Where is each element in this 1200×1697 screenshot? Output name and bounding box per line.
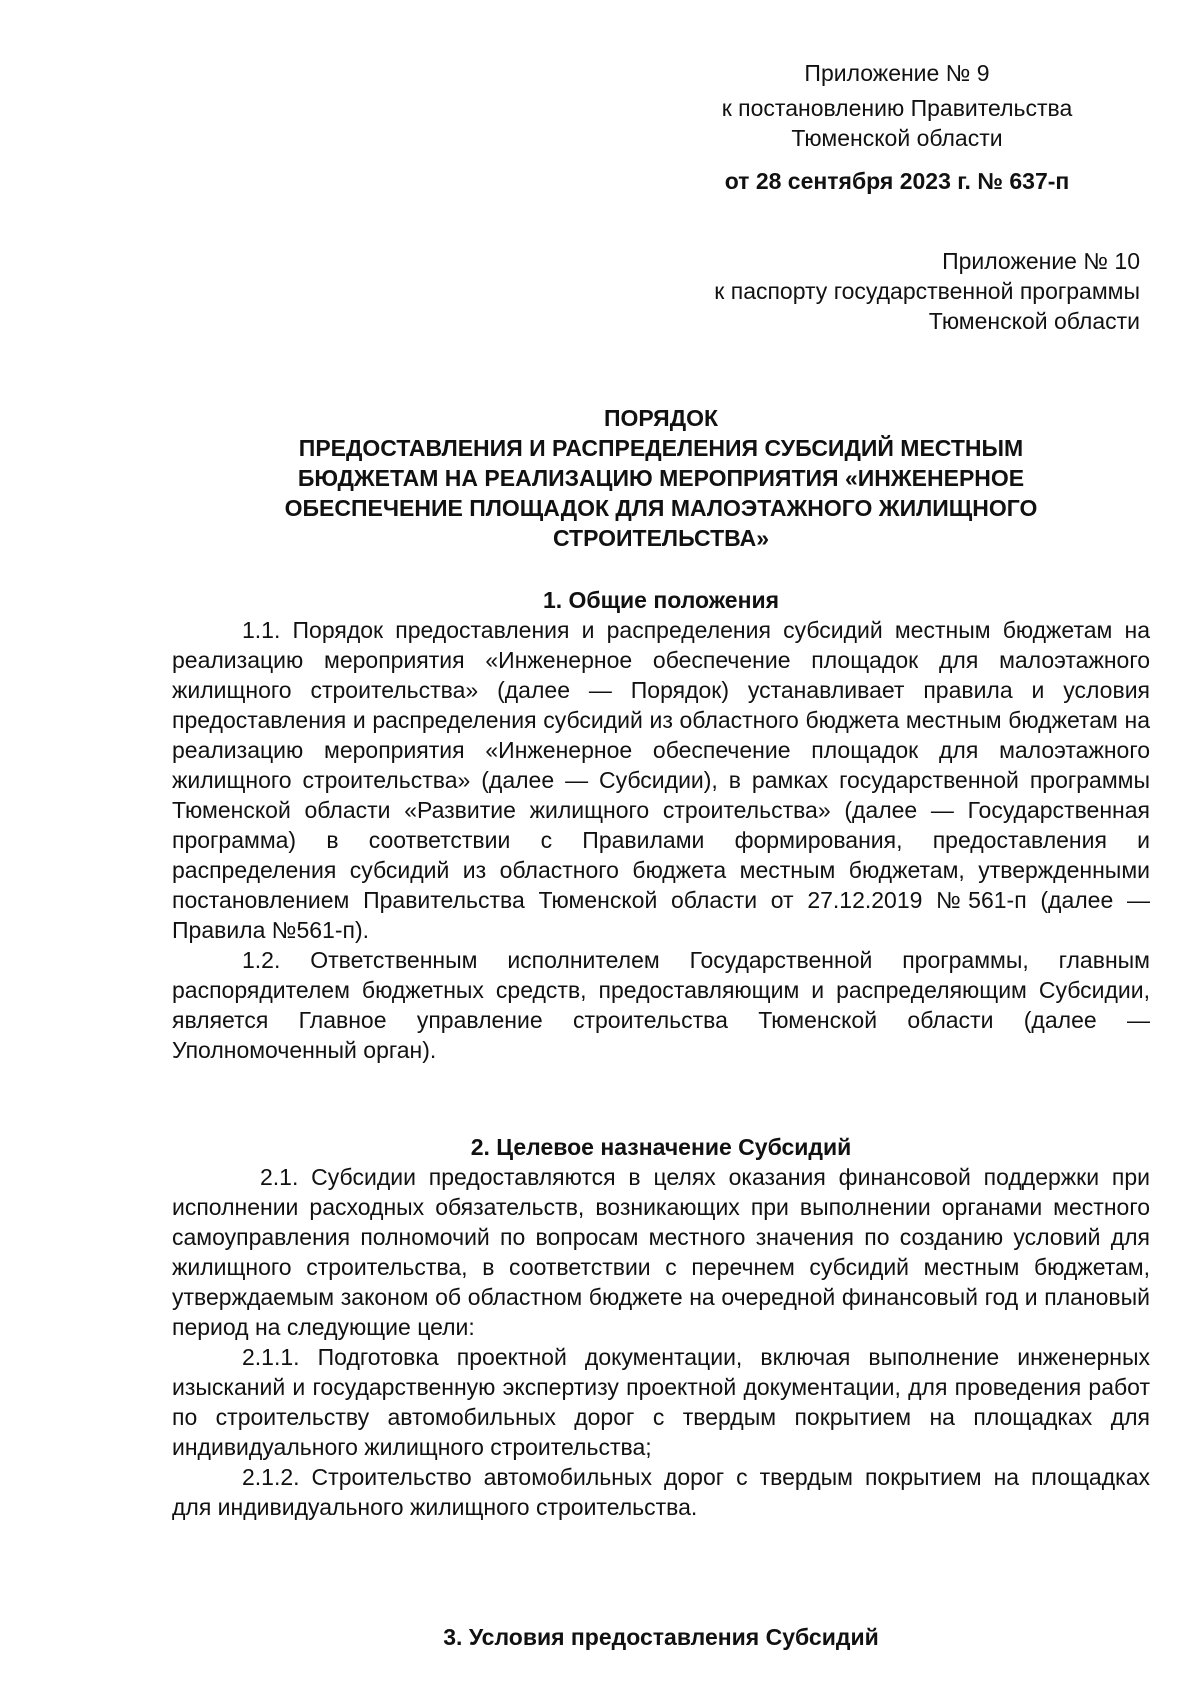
title-line-4: ОБЕСПЕЧЕНИЕ ПЛОЩАДОК ДЛЯ МАЛОЭТАЖНОГО ЖИЛИЩНОГО: [284, 495, 1038, 521]
appendix-10-reference: к паспорту государственной программы: [714, 278, 1140, 304]
section-3-heading: 3. Условия предоставления Субсидий: [443, 1624, 879, 1650]
title-line-2: ПРЕДОСТАВЛЕНИЯ И РАСПРЕДЕЛЕНИЯ СУБСИДИЙ МЕСТНЫМ: [298, 435, 1024, 461]
section-2-heading: 2. Целевое назначение Субсидий: [470, 1134, 852, 1160]
appendix-9-region: Тюменской области: [791, 125, 1003, 151]
section-1-body: [172, 615, 1150, 1065]
title-line-5: СТРОИТЕЛЬСТВА»: [553, 525, 769, 551]
appendix-9-header: [697, 58, 1097, 196]
section-1-heading: 1. Общие положения: [542, 587, 780, 613]
document-page: [172, 0, 1150, 1697]
paragraph-1-2: 1.2. Ответственным исполнителем Государственной программы, главным распорядителем бюджетных средств, предоставляющим и распределяющим Субсидии, является Главное управление строительства Тюменской области (далее — Уполномоченный орган).: [172, 947, 1150, 1063]
appendix-9-date: от 28 сентября 2023 г. № 637-п: [724, 168, 1070, 194]
paragraph-2-1-1: 2.1.1. Подготовка проектной документации, включая выполнение инженерных изысканий и государственную экспертизу проектной документации, для проведения работ по строительству автомобильных дорог с твердым покрытием на площадках для индивидуального жилищного строительства;: [172, 1344, 1150, 1460]
title-line-3: БЮДЖЕТАМ НА РЕАЛИЗАЦИЮ МЕРОПРИЯТИЯ «ИНЖЕНЕРНОЕ: [297, 465, 1025, 491]
title-line-1: ПОРЯДОК: [603, 405, 719, 431]
paragraph-2-1: 2.1. Субсидии предоставляются в целях оказания финансовой поддержки при исполнении расходных обязательств, возникающих при выполнении органами местного самоуправления полномочий по вопросам местного значения по созданию условий для жилищного строительства, в соответствии с перечнем субсидий местным бюджетам, утверждаемым законом об областном бюджете на очередной финансовый год и плановый период на следующие цели:: [172, 1164, 1150, 1340]
document-title: [172, 403, 1150, 553]
paragraph-1-1: 1.1. Порядок предоставления и распределения субсидий местным бюджетам на реализацию мероприятия «Инженерное обеспечение площадок для малоэтажного жилищного строительства» (далее — Порядок) устанавливает правила и условия предоставления и распределения субсидий из областного бюджета местным бюджетам на реализацию мероприятия «Инженерное обеспечение площадок для малоэтажного жилищного строительства» (далее — Субсидии), в рамках государственной программы Тюменской области «Развитие жилищного строительства» (далее — Государственная программа) в соответствии с Правилами формирования, предоставления и распределения субсидий из областного бюджета местным бюджетам, утвержденными постановлением Правительства Тюменской области от 27.12.2019 №561-п (далее — Правила №561-п).: [172, 617, 1150, 943]
appendix-10-number: Приложение № 10: [942, 248, 1140, 274]
appendix-9-reference: к постановлению Правительства: [721, 95, 1073, 121]
appendix-9-number: Приложение № 9: [804, 60, 990, 86]
appendix-10-header: [440, 246, 1140, 336]
section-2-body: [172, 1162, 1150, 1522]
paragraph-2-1-2: 2.1.2. Строительство автомобильных дорог с твердым покрытием на площадках для индивидуального жилищного строительства.: [172, 1464, 1150, 1520]
appendix-10-region: Тюменской области: [928, 308, 1140, 334]
